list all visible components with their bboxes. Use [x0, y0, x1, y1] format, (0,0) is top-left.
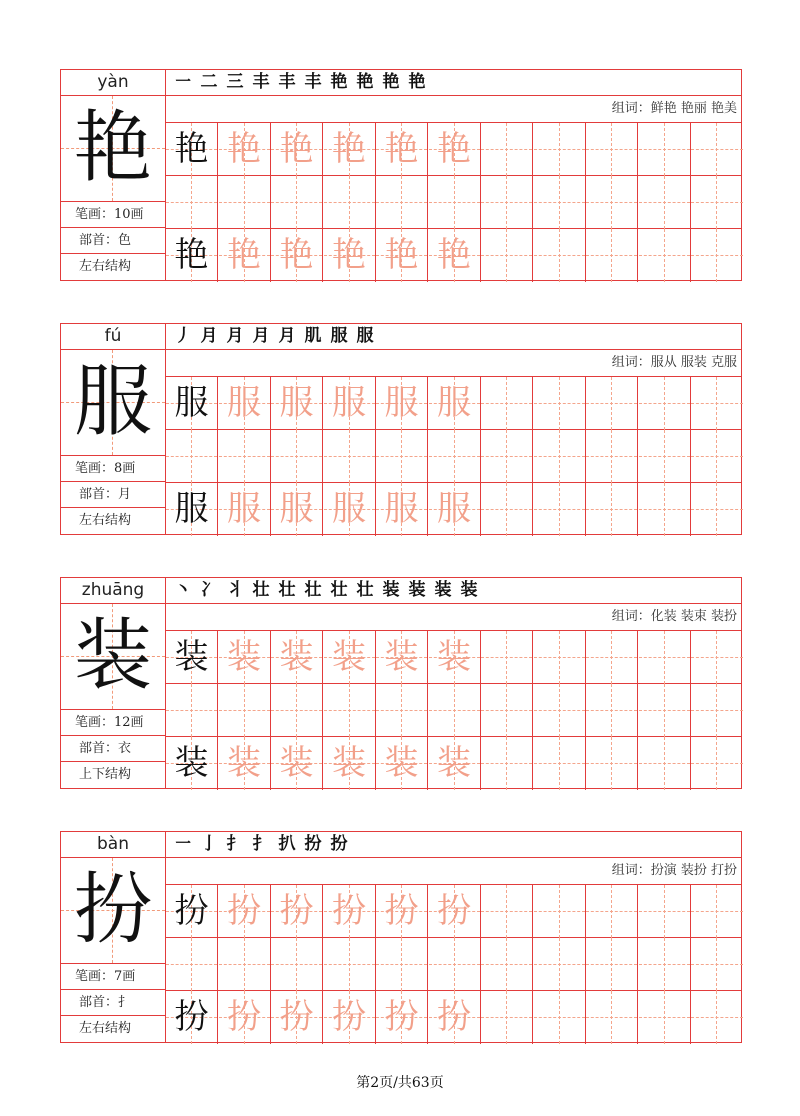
- practice-cell: [586, 631, 638, 684]
- practice-cell: [166, 123, 218, 176]
- practice-cell: [324, 631, 376, 684]
- practice-cell: [639, 430, 691, 483]
- practice-row: [166, 938, 741, 991]
- practice-row: [166, 991, 741, 1044]
- practice-cell: [481, 938, 533, 991]
- practice-row: [166, 123, 741, 176]
- practice-cell: [534, 430, 586, 483]
- example-words: 组词：鲜艳 艳丽 艳美: [166, 96, 741, 123]
- trace-char: 艳: [227, 235, 261, 275]
- character-info-panel: [61, 578, 166, 788]
- trace-char: 扮: [332, 891, 366, 931]
- stroke-step: 月: [278, 326, 296, 346]
- practice-cell: [219, 123, 271, 176]
- model-char: 艳: [174, 129, 209, 169]
- practice-cell: [219, 430, 271, 483]
- practice-cell: [324, 737, 376, 790]
- trace-char: 装: [437, 743, 471, 783]
- practice-cell: [691, 123, 743, 176]
- stroke-count: 笔画：12画: [61, 710, 165, 736]
- model-character: 装: [73, 611, 152, 701]
- trace-char: 装: [332, 637, 366, 677]
- practice-cell: [429, 377, 481, 430]
- character-info-panel: [61, 832, 166, 1042]
- practice-cell: [639, 991, 691, 1044]
- practice-cell: [691, 684, 743, 737]
- practice-cell: [166, 176, 218, 229]
- model-char: 扮: [174, 891, 209, 931]
- model-character-box: [61, 858, 165, 964]
- practice-cell: [429, 483, 481, 536]
- practice-cell: [481, 229, 533, 282]
- trace-char: 装: [332, 743, 366, 783]
- practice-cell: [429, 885, 481, 938]
- trace-char: 艳: [332, 129, 366, 169]
- trace-char: 扮: [437, 891, 471, 931]
- practice-cell: [219, 885, 271, 938]
- structure: 左右结构: [79, 259, 132, 274]
- practice-row: [166, 631, 741, 684]
- practice-row: [166, 430, 741, 483]
- trace-char: 服: [437, 383, 471, 423]
- practice-cell: [534, 377, 586, 430]
- structure: 上下结构: [79, 767, 132, 782]
- practice-cell: [324, 123, 376, 176]
- practice-cell: [324, 991, 376, 1044]
- practice-cell: [219, 631, 271, 684]
- practice-cell: [219, 991, 271, 1044]
- stroke-step: 壮: [252, 580, 270, 600]
- practice-cell: [639, 885, 691, 938]
- practice-cell: [639, 229, 691, 282]
- character-info-panel: [61, 324, 166, 534]
- pinyin-label: fú: [61, 324, 165, 350]
- practice-cell: [586, 430, 638, 483]
- practice-cell: [271, 684, 323, 737]
- trace-char: 服: [384, 383, 419, 423]
- stroke-step: 三: [226, 72, 244, 92]
- trace-char: 装: [437, 637, 471, 677]
- stroke-step: 装: [460, 580, 478, 600]
- practice-grid: [166, 885, 741, 1042]
- trace-char: 扮: [437, 997, 471, 1037]
- stroke-step: 丰: [252, 72, 270, 92]
- stroke-order-row: [166, 832, 741, 858]
- trace-char: 装: [279, 637, 314, 677]
- practice-cell: [429, 430, 481, 483]
- model-char: 装: [174, 637, 209, 677]
- practice-cell: [324, 483, 376, 536]
- practice-cell: [324, 684, 376, 737]
- practice-cell: [376, 229, 428, 282]
- trace-char: 扮: [279, 891, 314, 931]
- practice-cell: [481, 430, 533, 483]
- example-words: 组词：化装 装束 装扮: [166, 604, 741, 631]
- trace-char: 扮: [384, 891, 419, 931]
- practice-cell: [219, 938, 271, 991]
- practice-cell: [166, 631, 218, 684]
- stroke-step: 装: [408, 580, 426, 600]
- practice-cell: [219, 483, 271, 536]
- model-character: 服: [73, 357, 152, 447]
- practice-cell: [429, 737, 481, 790]
- practice-cell: [586, 123, 638, 176]
- practice-cell: [586, 737, 638, 790]
- model-char: 服: [174, 489, 209, 529]
- trace-char: 服: [227, 489, 261, 529]
- character-card: [60, 577, 742, 789]
- stroke-step: 壮: [330, 580, 348, 600]
- practice-cell: [166, 430, 218, 483]
- practice-cell: [691, 377, 743, 430]
- trace-char: 艳: [227, 129, 261, 169]
- practice-cell: [271, 885, 323, 938]
- practice-cell: [166, 737, 218, 790]
- stroke-count: 笔画：10画: [61, 202, 165, 228]
- practice-cell: [376, 377, 428, 430]
- practice-cell: [481, 684, 533, 737]
- stroke-order-row: [166, 324, 741, 350]
- stroke-step: 肌: [304, 326, 322, 346]
- trace-char: 装: [227, 637, 261, 677]
- trace-char: 服: [332, 383, 366, 423]
- stroke-step: 扌: [226, 834, 244, 854]
- practice-cell: [376, 631, 428, 684]
- practice-cell: [481, 991, 533, 1044]
- stroke-step: 艳: [356, 72, 374, 92]
- practice-cell: [166, 377, 218, 430]
- radical: 部首：衣: [61, 736, 165, 762]
- stroke-step: 扒: [278, 834, 296, 854]
- trace-char: 艳: [437, 129, 471, 169]
- trace-char: 扮: [227, 891, 261, 931]
- trace-char: 扮: [227, 997, 261, 1037]
- trace-char: 装: [384, 743, 419, 783]
- stroke-step: ㇐: [174, 834, 192, 854]
- trace-char: 服: [279, 383, 314, 423]
- stroke-step: 丬: [226, 580, 244, 600]
- practice-cell: [271, 938, 323, 991]
- stroke-step: 月: [252, 326, 270, 346]
- stroke-step: 扌: [252, 834, 270, 854]
- practice-cell: [376, 483, 428, 536]
- practice-cell: [166, 684, 218, 737]
- trace-char: 扮: [332, 997, 366, 1037]
- practice-cell: [481, 885, 533, 938]
- trace-char: 装: [279, 743, 314, 783]
- stroke-step: 装: [434, 580, 452, 600]
- practice-cell: [586, 229, 638, 282]
- radical: 部首：扌: [61, 990, 165, 1016]
- practice-cell: [691, 737, 743, 790]
- practice-cell: [534, 123, 586, 176]
- example-words: 组词：服从 服装 克服: [166, 350, 741, 377]
- stroke-step: 月: [226, 326, 244, 346]
- practice-cell: [639, 483, 691, 536]
- trace-char: 艳: [384, 129, 419, 169]
- practice-cell: [271, 737, 323, 790]
- practice-cell: [376, 991, 428, 1044]
- trace-char: 服: [384, 489, 419, 529]
- stroke-step: 丰: [304, 72, 322, 92]
- practice-cell: [691, 483, 743, 536]
- practice-cell: [691, 229, 743, 282]
- practice-cell: [166, 885, 218, 938]
- practice-cell: [639, 123, 691, 176]
- stroke-step: 冫: [200, 580, 218, 600]
- practice-cell: [586, 377, 638, 430]
- practice-cell: [376, 737, 428, 790]
- character-info-panel: [61, 70, 166, 280]
- practice-cell: [271, 176, 323, 229]
- trace-char: 艳: [384, 235, 419, 275]
- practice-cell: [481, 377, 533, 430]
- trace-char: 服: [437, 489, 471, 529]
- practice-row: [166, 229, 741, 282]
- model-character-box: [61, 604, 165, 710]
- practice-cell: [534, 631, 586, 684]
- practice-cell: [219, 176, 271, 229]
- practice-cell: [639, 684, 691, 737]
- practice-cell: [429, 938, 481, 991]
- stroke-step: 服: [356, 326, 374, 346]
- practice-cell: [219, 684, 271, 737]
- trace-char: 服: [227, 383, 261, 423]
- model-char: 艳: [174, 235, 209, 275]
- practice-cell: [639, 631, 691, 684]
- practice-cell: [271, 631, 323, 684]
- practice-cell: [481, 737, 533, 790]
- practice-cell: [219, 737, 271, 790]
- model-char: 扮: [174, 997, 209, 1037]
- practice-cell: [376, 430, 428, 483]
- practice-cell: [691, 430, 743, 483]
- practice-cell: [429, 123, 481, 176]
- stroke-step: 艳: [330, 72, 348, 92]
- practice-cell: [324, 176, 376, 229]
- practice-cell: [691, 631, 743, 684]
- trace-char: 服: [279, 489, 314, 529]
- practice-row: [166, 483, 741, 536]
- practice-cell: [166, 938, 218, 991]
- practice-cell: [481, 631, 533, 684]
- practice-cell: [376, 176, 428, 229]
- page-number: 第2页/共63页: [356, 1075, 444, 1091]
- model-character: 扮: [73, 865, 152, 955]
- practice-cell: [219, 229, 271, 282]
- practice-cell: [429, 176, 481, 229]
- practice-cell: [586, 176, 638, 229]
- practice-cell: [534, 938, 586, 991]
- trace-char: 艳: [437, 235, 471, 275]
- practice-cell: [586, 684, 638, 737]
- character-card: [60, 831, 742, 1043]
- practice-cell: [324, 229, 376, 282]
- practice-cell: [639, 176, 691, 229]
- practice-cell: [271, 377, 323, 430]
- practice-cell: [639, 938, 691, 991]
- practice-cell: [691, 938, 743, 991]
- practice-cell: [429, 991, 481, 1044]
- stroke-step: 壮: [304, 580, 322, 600]
- practice-grid: [166, 123, 741, 280]
- stroke-step: 扮: [330, 834, 348, 854]
- practice-cell: [534, 991, 586, 1044]
- practice-grid: [166, 631, 741, 788]
- example-words: 组词：扮演 装扮 打扮: [166, 858, 741, 885]
- stroke-step: 扮: [304, 834, 322, 854]
- practice-grid: [166, 377, 741, 534]
- practice-cell: [324, 885, 376, 938]
- stroke-step: 丰: [278, 72, 296, 92]
- practice-cell: [166, 229, 218, 282]
- practice-cell: [429, 229, 481, 282]
- trace-char: 艳: [279, 235, 314, 275]
- radical: 部首：月: [61, 482, 165, 508]
- practice-cell: [166, 483, 218, 536]
- practice-cell: [534, 229, 586, 282]
- practice-cell: [271, 229, 323, 282]
- model-char: 服: [174, 383, 209, 423]
- practice-cell: [481, 176, 533, 229]
- practice-row: [166, 684, 741, 737]
- practice-cell: [586, 483, 638, 536]
- practice-cell: [429, 631, 481, 684]
- stroke-count: 笔画：8画: [61, 456, 165, 482]
- trace-char: 装: [384, 637, 419, 677]
- practice-cell: [324, 430, 376, 483]
- stroke-step: ㇐: [174, 72, 192, 92]
- stroke-step: 丶: [174, 580, 192, 600]
- stroke-step: 二: [200, 72, 218, 92]
- practice-cell: [586, 938, 638, 991]
- stroke-step: 亅: [200, 834, 218, 854]
- practice-cell: [639, 737, 691, 790]
- stroke-step: 艳: [408, 72, 426, 92]
- stroke-order-row: [166, 578, 741, 604]
- radical: 部首：色: [61, 228, 165, 254]
- stroke-step: 丿: [174, 326, 192, 346]
- practice-cell: [376, 123, 428, 176]
- practice-cell: [429, 684, 481, 737]
- practice-cell: [324, 377, 376, 430]
- practice-cell: [219, 377, 271, 430]
- practice-cell: [691, 991, 743, 1044]
- practice-cell: [271, 430, 323, 483]
- model-char: 装: [174, 743, 209, 783]
- practice-row: [166, 885, 741, 938]
- practice-cell: [376, 684, 428, 737]
- practice-cell: [534, 885, 586, 938]
- trace-char: 艳: [279, 129, 314, 169]
- stroke-order-row: [166, 70, 741, 96]
- trace-char: 扮: [384, 997, 419, 1037]
- trace-char: 装: [227, 743, 261, 783]
- stroke-step: 壮: [356, 580, 374, 600]
- practice-cell: [481, 483, 533, 536]
- practice-cell: [271, 991, 323, 1044]
- stroke-count: 笔画：7画: [61, 964, 165, 990]
- practice-cell: [586, 991, 638, 1044]
- model-character-box: [61, 350, 165, 456]
- practice-cell: [376, 938, 428, 991]
- practice-cell: [534, 737, 586, 790]
- trace-char: 艳: [332, 235, 366, 275]
- model-character-box: [61, 96, 165, 202]
- character-card: [60, 69, 742, 281]
- stroke-step: 装: [382, 580, 400, 600]
- practice-row: [166, 176, 741, 229]
- practice-cell: [691, 885, 743, 938]
- stroke-step: 艳: [382, 72, 400, 92]
- model-character: 艳: [73, 103, 152, 193]
- structure: 左右结构: [79, 513, 132, 528]
- practice-cell: [534, 483, 586, 536]
- practice-row: [166, 737, 741, 790]
- pinyin-label: yàn: [61, 70, 165, 96]
- practice-row: [166, 377, 741, 430]
- practice-cell: [166, 991, 218, 1044]
- structure: 左右结构: [79, 1021, 132, 1036]
- character-card: [60, 323, 742, 535]
- practice-cell: [271, 123, 323, 176]
- practice-cell: [376, 885, 428, 938]
- stroke-step: 服: [330, 326, 348, 346]
- trace-char: 扮: [279, 997, 314, 1037]
- pinyin-label: zhuāng: [61, 578, 165, 604]
- stroke-step: 月: [200, 326, 218, 346]
- practice-cell: [534, 684, 586, 737]
- practice-cell: [691, 176, 743, 229]
- practice-cell: [534, 176, 586, 229]
- pinyin-label: bàn: [61, 832, 165, 858]
- practice-cell: [639, 377, 691, 430]
- practice-cell: [324, 938, 376, 991]
- practice-cell: [271, 483, 323, 536]
- stroke-step: 壮: [278, 580, 296, 600]
- practice-cell: [586, 885, 638, 938]
- trace-char: 服: [332, 489, 366, 529]
- practice-cell: [481, 123, 533, 176]
